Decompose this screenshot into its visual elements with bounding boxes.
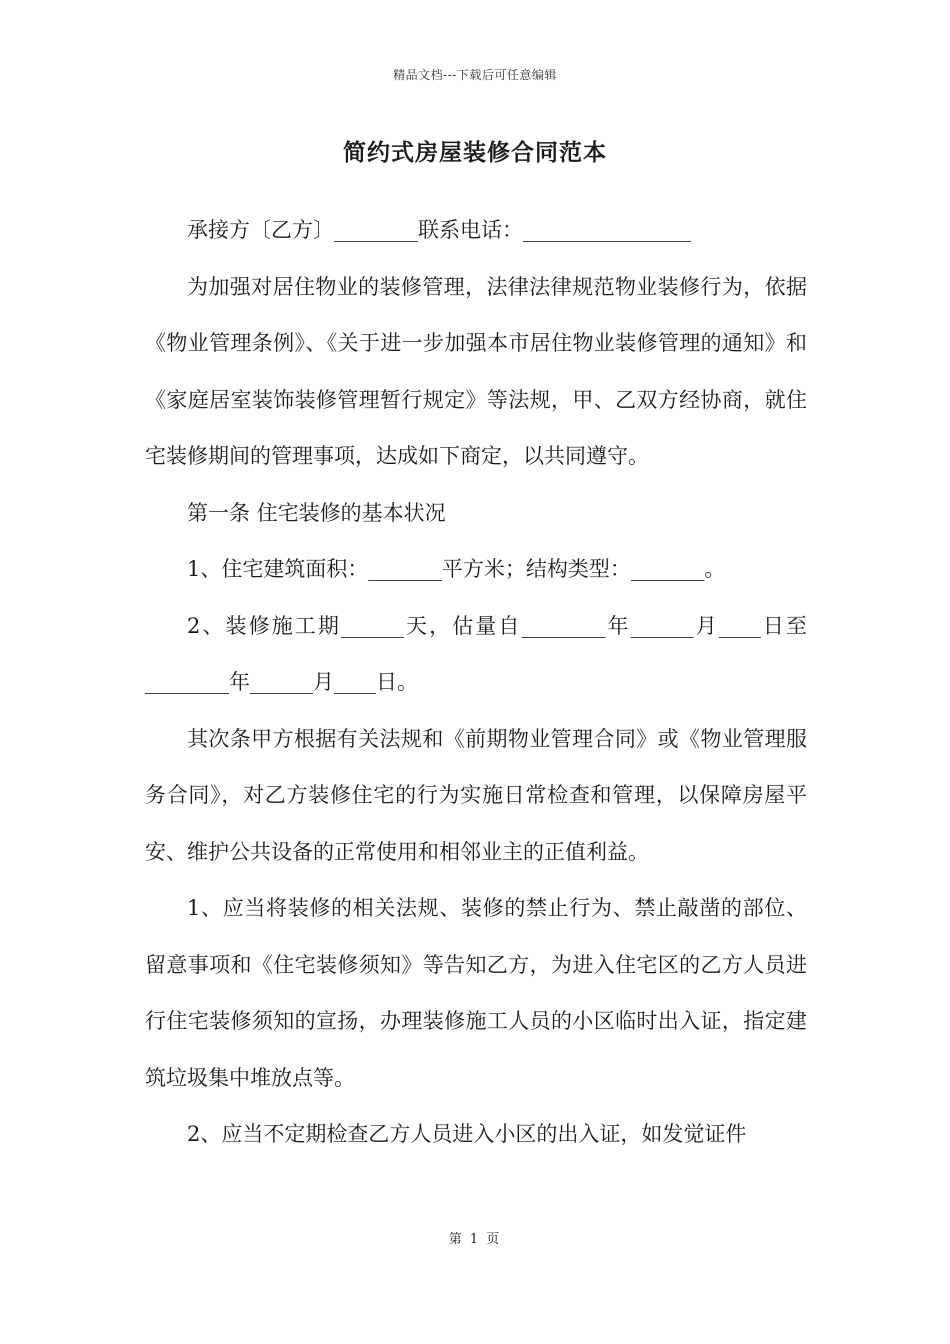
preamble-paragraph: 为加强对居住物业的装修管理，法律法律规范物业装修行为，依据《物业管理条例》、《关于进一步加强本市居住物业装修管理的通知》和《家庭居室装饰装修管理暂行规定》等法规，甲、乙双方经协商，就住宅装修期间的管理事项，达成如下商定，以共同遵守。 (145, 274, 807, 468)
article-one-item-2: 2、装修施工期______天，估量自________年______月____日至________年______月____日。 (145, 613, 807, 694)
header-note: 精品文档---下载后可任意编辑 (393, 68, 557, 82)
article-two-paragraph: 其次条甲方根据有关法规和《前期物业管理合同》或《物业管理服务合同》，对乙方装修住宅的行为实施日常检查和管理，以保障房屋平安、维护公共设备的正常使用和相邻业主的正值利益。 (145, 726, 807, 864)
article-one-item-1: 1、住宅建筑面积：_______平方米；结构类型：_______。 (187, 557, 726, 581)
contractor-line: 承接方〔乙方〕________联系电话：________________ (187, 218, 691, 242)
document-body (145, 202, 807, 1163)
document-title: 简约式房屋装修合同范本 (343, 139, 607, 166)
page-number: 第 1 页 (448, 1232, 502, 1247)
article-two-item-1: 1、应当将装修的相关法规、装修的禁止行为、禁止敲凿的部位、留意事项和《住宅装修须知》等告知乙方，为进入住宅区的乙方人员进行住宅装修须知的宣扬，办理装修施工人员的小区临时出入证，指定建筑垃圾集中堆放点等。 (145, 896, 807, 1090)
article-one-heading: 第一条 住宅装修的基本状况 (187, 500, 446, 525)
article-two-item-2: 2、应当不定期检查乙方人员进入小区的出入证，如发觉证件 (187, 1122, 747, 1146)
